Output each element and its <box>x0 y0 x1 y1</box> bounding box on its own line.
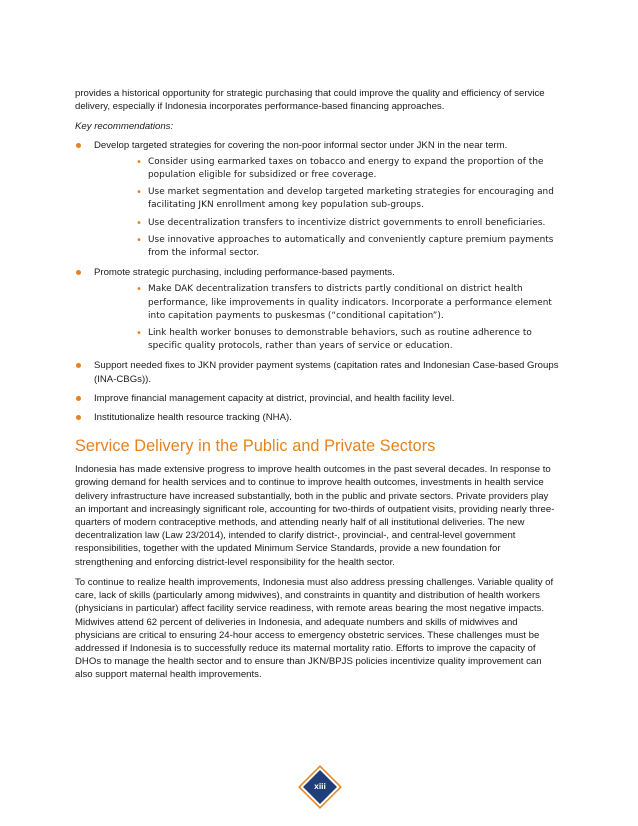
recommendation-text: Improve financial management capacity at district, provincial, and health facility level. <box>94 392 455 404</box>
sub-recommendation-item <box>94 186 560 212</box>
bullet-icon <box>76 363 81 368</box>
intro-paragraph: provides a historical opportunity for strategic purchasing that could improve the quality and efficiency of service delivery, especially if Indonesia incorporates performance-based financing approaches. <box>75 88 545 113</box>
sub-bullet-icon: • <box>136 284 142 296</box>
sub-recommendation-text: Consider using earmarked taxes on tobacco and energy to expand the proportion of the population eligible for subsidized or free coverage. <box>148 156 544 181</box>
sub-recommendation-text: Use decentralization transfers to incentivize district governments to enroll beneficiaries. <box>148 217 546 228</box>
section-heading: Service Delivery in the Public and Private Sectors <box>75 437 436 456</box>
sub-bullet-icon: • <box>136 234 142 246</box>
sub-bullet-icon: • <box>136 217 142 229</box>
bullet-icon <box>76 396 81 401</box>
recommendation-text: Develop targeted strategies for covering the non-poor informal sector under JKN in the near term. <box>94 139 508 151</box>
page-number-badge <box>303 770 337 804</box>
recommendation-text: Support needed fixes to JKN provider payment systems (capitation rates and Indonesian Case-based Groups (INA-CBGs)). <box>94 360 559 385</box>
sub-recommendation-item <box>94 156 560 182</box>
sub-bullet-icon: • <box>136 187 142 199</box>
body-paragraph: To continue to realize health improvements, Indonesia must also address pressing challenges. Variable quality of care, lack of skills (particularly among midwives), and constraints in quantity and distribution of health workers (physicians in particular) affect facility service readiness, with remote areas bearing the most negative impacts. Midwives attend 62 percent of deliveries in Indonesia, and adequate numbers and skills of midwives and physicians are critical to ensuring 24-hour access to emergency obstetric services. These challenges must be addressed if Indonesia is to successfully reduce its maternal mortality ratio. Efforts to improve the capacity of DHOs to manage the health sector and to ensure than JKN/BPJS policies incentivize quality improvement can also support maternal health improvements. <box>75 576 554 681</box>
bullet-icon <box>76 270 81 275</box>
sub-recommendation-text: Use market segmentation and develop targeted marketing strategies for encouraging and facilitating JKN enrollment among key population sub-groups. <box>148 187 554 211</box>
sub-recommendations-list <box>94 156 560 260</box>
recommendation-item <box>75 266 560 353</box>
recommendation-item <box>75 392 560 405</box>
recommendation-item <box>75 359 560 385</box>
sub-recommendation-text: Link health worker bonuses to demonstrable behaviors, such as routine adherence to specific quality protocols, rather than years of service or education. <box>148 328 532 352</box>
sub-bullet-icon: • <box>136 156 142 168</box>
sub-recommendations-list <box>94 283 560 353</box>
key-recommendations-label: Key recommendations: <box>75 121 174 133</box>
recommendation-text: Institutionalize health resource tracking (NHA). <box>94 412 292 424</box>
recommendation-text: Promote strategic purchasing, including performance-based payments. <box>94 267 395 279</box>
body-paragraph: Indonesia has made extensive progress to improve health outcomes in the past several decades. In response to growing demand for health services and to continue to improve health outcomes, investments in health service delivery infrastructure have increased substantially, both in the public and private sectors. Private providers play an important and increasingly significant role, accounting for two-thirds of outpatient visits, providing nearly three-quarters of modern contraceptive methods, and attending nearly half of all institutional deliveries. The new decentralization law (Law 23/2014), intended to clarify district-, provincial-, and central-level government responsibilities, together with the updated Minimum Service Standards, provide a new foundation for strengthening and enforcing district-level responsibility for the health sector. <box>75 464 555 568</box>
sub-recommendation-item <box>94 234 560 260</box>
sub-recommendation-text: Make DAK decentralization transfers to districts partly conditional on district health performance, like improvements in quality indicators. Incorporate a performance element into capitation payments to puskesmas (“conditional capitation”). <box>148 284 552 321</box>
sub-recommendation-text: Use innovative approaches to automatically and conveniently capture premium payments from the informal sector. <box>148 234 554 259</box>
sub-recommendation-item <box>94 217 560 230</box>
sub-recommendation-item <box>94 283 560 323</box>
bullet-icon <box>76 415 81 420</box>
recommendation-item <box>75 139 560 261</box>
sub-bullet-icon: • <box>136 328 142 340</box>
bullet-icon <box>76 143 81 148</box>
recommendation-item <box>75 411 560 424</box>
page-number: xiii <box>314 781 326 791</box>
document-page <box>75 87 560 689</box>
sub-recommendation-item <box>94 327 560 353</box>
recommendations-list <box>75 139 560 425</box>
